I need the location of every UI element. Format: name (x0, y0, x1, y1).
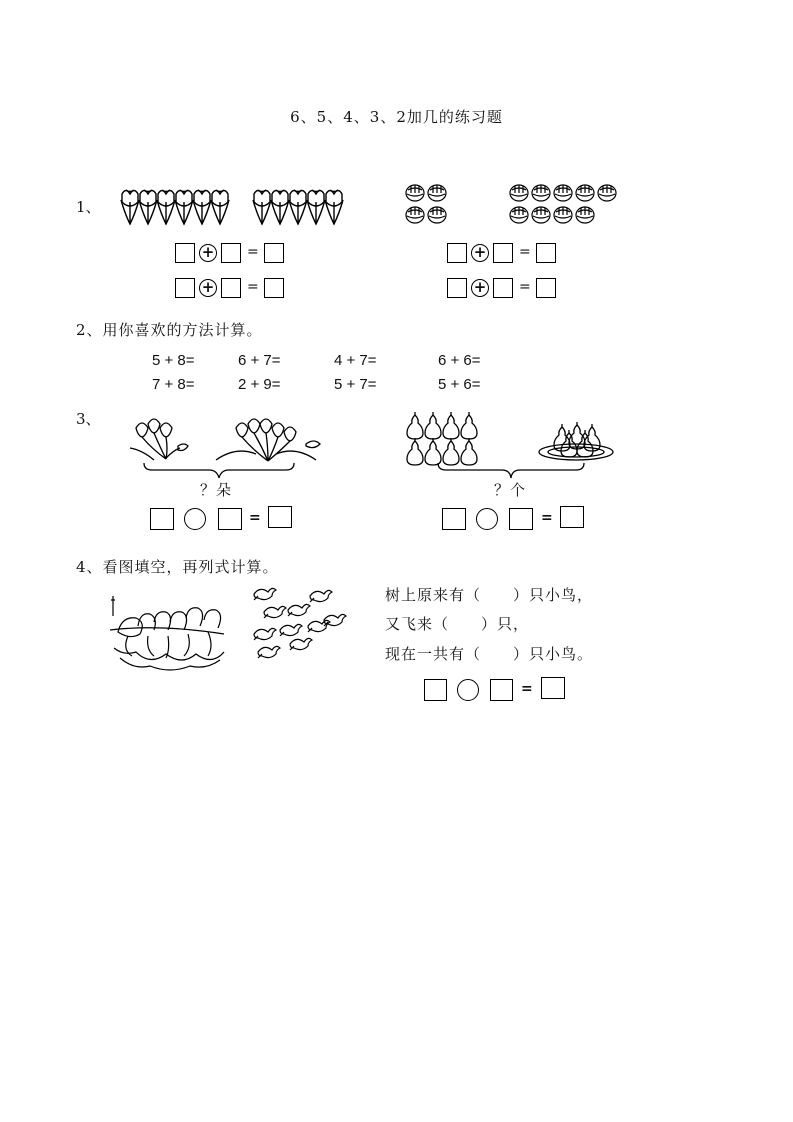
q3-right-operator-circle[interactable] (476, 508, 498, 530)
calc-item: 5 + 8= (152, 352, 195, 369)
ball-group-left-image (405, 184, 453, 226)
plus-circle-icon: + (199, 279, 217, 297)
flying-birds-image (252, 586, 352, 664)
birds-on-branch-image (108, 596, 228, 676)
q3-left-answer[interactable] (268, 506, 292, 528)
q4-answer[interactable] (541, 677, 565, 699)
q3-right-box2[interactable] (509, 508, 533, 530)
q1-right-row1-box2[interactable] (493, 243, 513, 263)
q4-box1[interactable] (424, 679, 447, 701)
equals-sign: = (249, 510, 261, 526)
plus-circle-icon: + (471, 244, 489, 262)
question-2-heading: 2、用你喜欢的方法计算。 (76, 321, 263, 339)
q3-left-box2[interactable] (218, 508, 242, 530)
question-3-number: 3、 (76, 410, 101, 428)
tulip-group-right-image (252, 186, 348, 228)
question-1-number: 1、 (76, 198, 101, 216)
question-4-heading: 4、看图填空，再列式计算。 (76, 558, 279, 576)
q3-right-answer[interactable] (560, 506, 584, 528)
calc-item: 2 + 9= (238, 376, 281, 393)
plus-circle-icon: + (471, 279, 489, 297)
equals-sign: = (541, 510, 553, 526)
q1-right-row1-answer[interactable] (536, 243, 556, 263)
q1-right-row2-box1[interactable] (447, 278, 467, 298)
q3-right-box1[interactable] (442, 508, 466, 530)
equals-sign: = (247, 279, 259, 295)
q3-left-label: ？朵 (200, 481, 233, 499)
q1-left-row1-box2[interactable] (221, 243, 241, 263)
calc-item: 5 + 6= (438, 376, 481, 393)
q1-right-row1-box1[interactable] (447, 243, 467, 263)
equals-sign: = (519, 279, 531, 295)
calc-item: 6 + 6= (438, 352, 481, 369)
q1-left-row2-box2[interactable] (221, 278, 241, 298)
q3-right-label: ？个 (494, 481, 527, 499)
page-title: 6、5、4、3、2加几的练习题 (290, 108, 503, 126)
q4-line-1: 树上原来有（ ）只小鸟， (385, 586, 594, 604)
calc-item: 6 + 7= (238, 352, 281, 369)
q1-right-row2-answer[interactable] (536, 278, 556, 298)
q1-left-row1-box1[interactable] (175, 243, 195, 263)
q3-left-operator-circle[interactable] (184, 508, 206, 530)
q4-operator-circle[interactable] (457, 679, 479, 701)
ball-group-right-image (509, 184, 624, 226)
plate-with-pears-image (538, 420, 618, 462)
plus-circle-icon: + (199, 244, 217, 262)
brace-left (143, 462, 295, 480)
calc-item: 5 + 7= (334, 376, 377, 393)
flower-bunch-right-image (206, 416, 326, 468)
equals-sign: = (521, 681, 533, 697)
pear-group-image (406, 412, 478, 466)
q3-left-box1[interactable] (150, 508, 174, 530)
q1-right-row2-box2[interactable] (493, 278, 513, 298)
calc-item: 7 + 8= (152, 376, 195, 393)
q4-line-2: 又飞来（ ）只， (385, 615, 530, 633)
q4-box2[interactable] (490, 679, 513, 701)
equals-sign: = (519, 244, 531, 260)
calc-item: 4 + 7= (334, 352, 377, 369)
flower-bunch-left-image (128, 418, 190, 468)
brace-right (437, 462, 585, 480)
equals-sign: = (247, 244, 259, 260)
q1-left-row2-answer[interactable] (264, 278, 284, 298)
q1-left-row1-answer[interactable] (264, 243, 284, 263)
q1-left-row2-box1[interactable] (175, 278, 195, 298)
q4-line-3: 现在一共有（ ）只小鸟。 (385, 645, 594, 663)
tulip-group-left-image (120, 186, 235, 228)
